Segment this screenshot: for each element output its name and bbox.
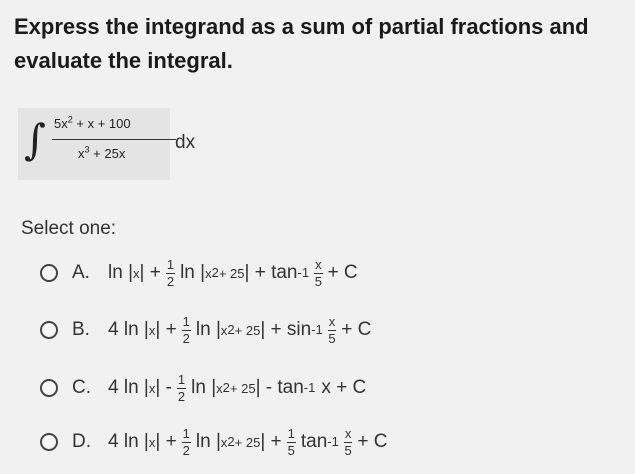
option-letter: D. — [72, 431, 91, 452]
select-one-label: Select one: — [21, 218, 117, 239]
radio-button-c[interactable] — [40, 379, 58, 397]
option-letter: B. — [72, 319, 90, 340]
option-b-expression: 4 ln | x | + $\frac{1}{2}$ ln | x 2 + 25 | + sin -1 x 5 + C — [108, 313, 372, 346]
option-a-expression: ln | x | + $\frac{1}{2}$ ln | x 2 + 25 | + tan -1 x 5 + C — [108, 256, 358, 289]
fraction-bar — [52, 139, 176, 140]
option-letter: C. — [72, 377, 91, 398]
integral-sign: ∫ — [24, 115, 46, 164]
radio-button-a[interactable] — [40, 264, 58, 282]
option-letter: A. — [72, 262, 90, 283]
integral-expression — [18, 108, 170, 180]
option-d[interactable] — [40, 422, 387, 462]
differential-dx: dx — [175, 132, 196, 153]
option-c-expression: 4 ln | x | - 1 2 ln | x 2 + 25 | - tan -1 x + C — [108, 371, 367, 404]
question-text: Express the integrand as a sum of partial fractions and evaluate the integral. — [14, 14, 589, 73]
integrand-denominator: $x^3 + 25x$ — [78, 144, 126, 161]
option-d-expression: 4 ln | x | + $\frac{1}{2}$ ln | x 2 + 25 | + $\frac{1}{5}$ tan -1 x 5 + C — [108, 425, 388, 458]
option-a[interactable] — [40, 253, 358, 293]
radio-button-b[interactable] — [40, 321, 58, 339]
integrand-numerator: $5x^2 + x + 100$ — [54, 114, 131, 131]
option-c[interactable] — [40, 368, 366, 408]
option-b[interactable] — [40, 310, 371, 350]
radio-button-d[interactable] — [40, 433, 58, 451]
